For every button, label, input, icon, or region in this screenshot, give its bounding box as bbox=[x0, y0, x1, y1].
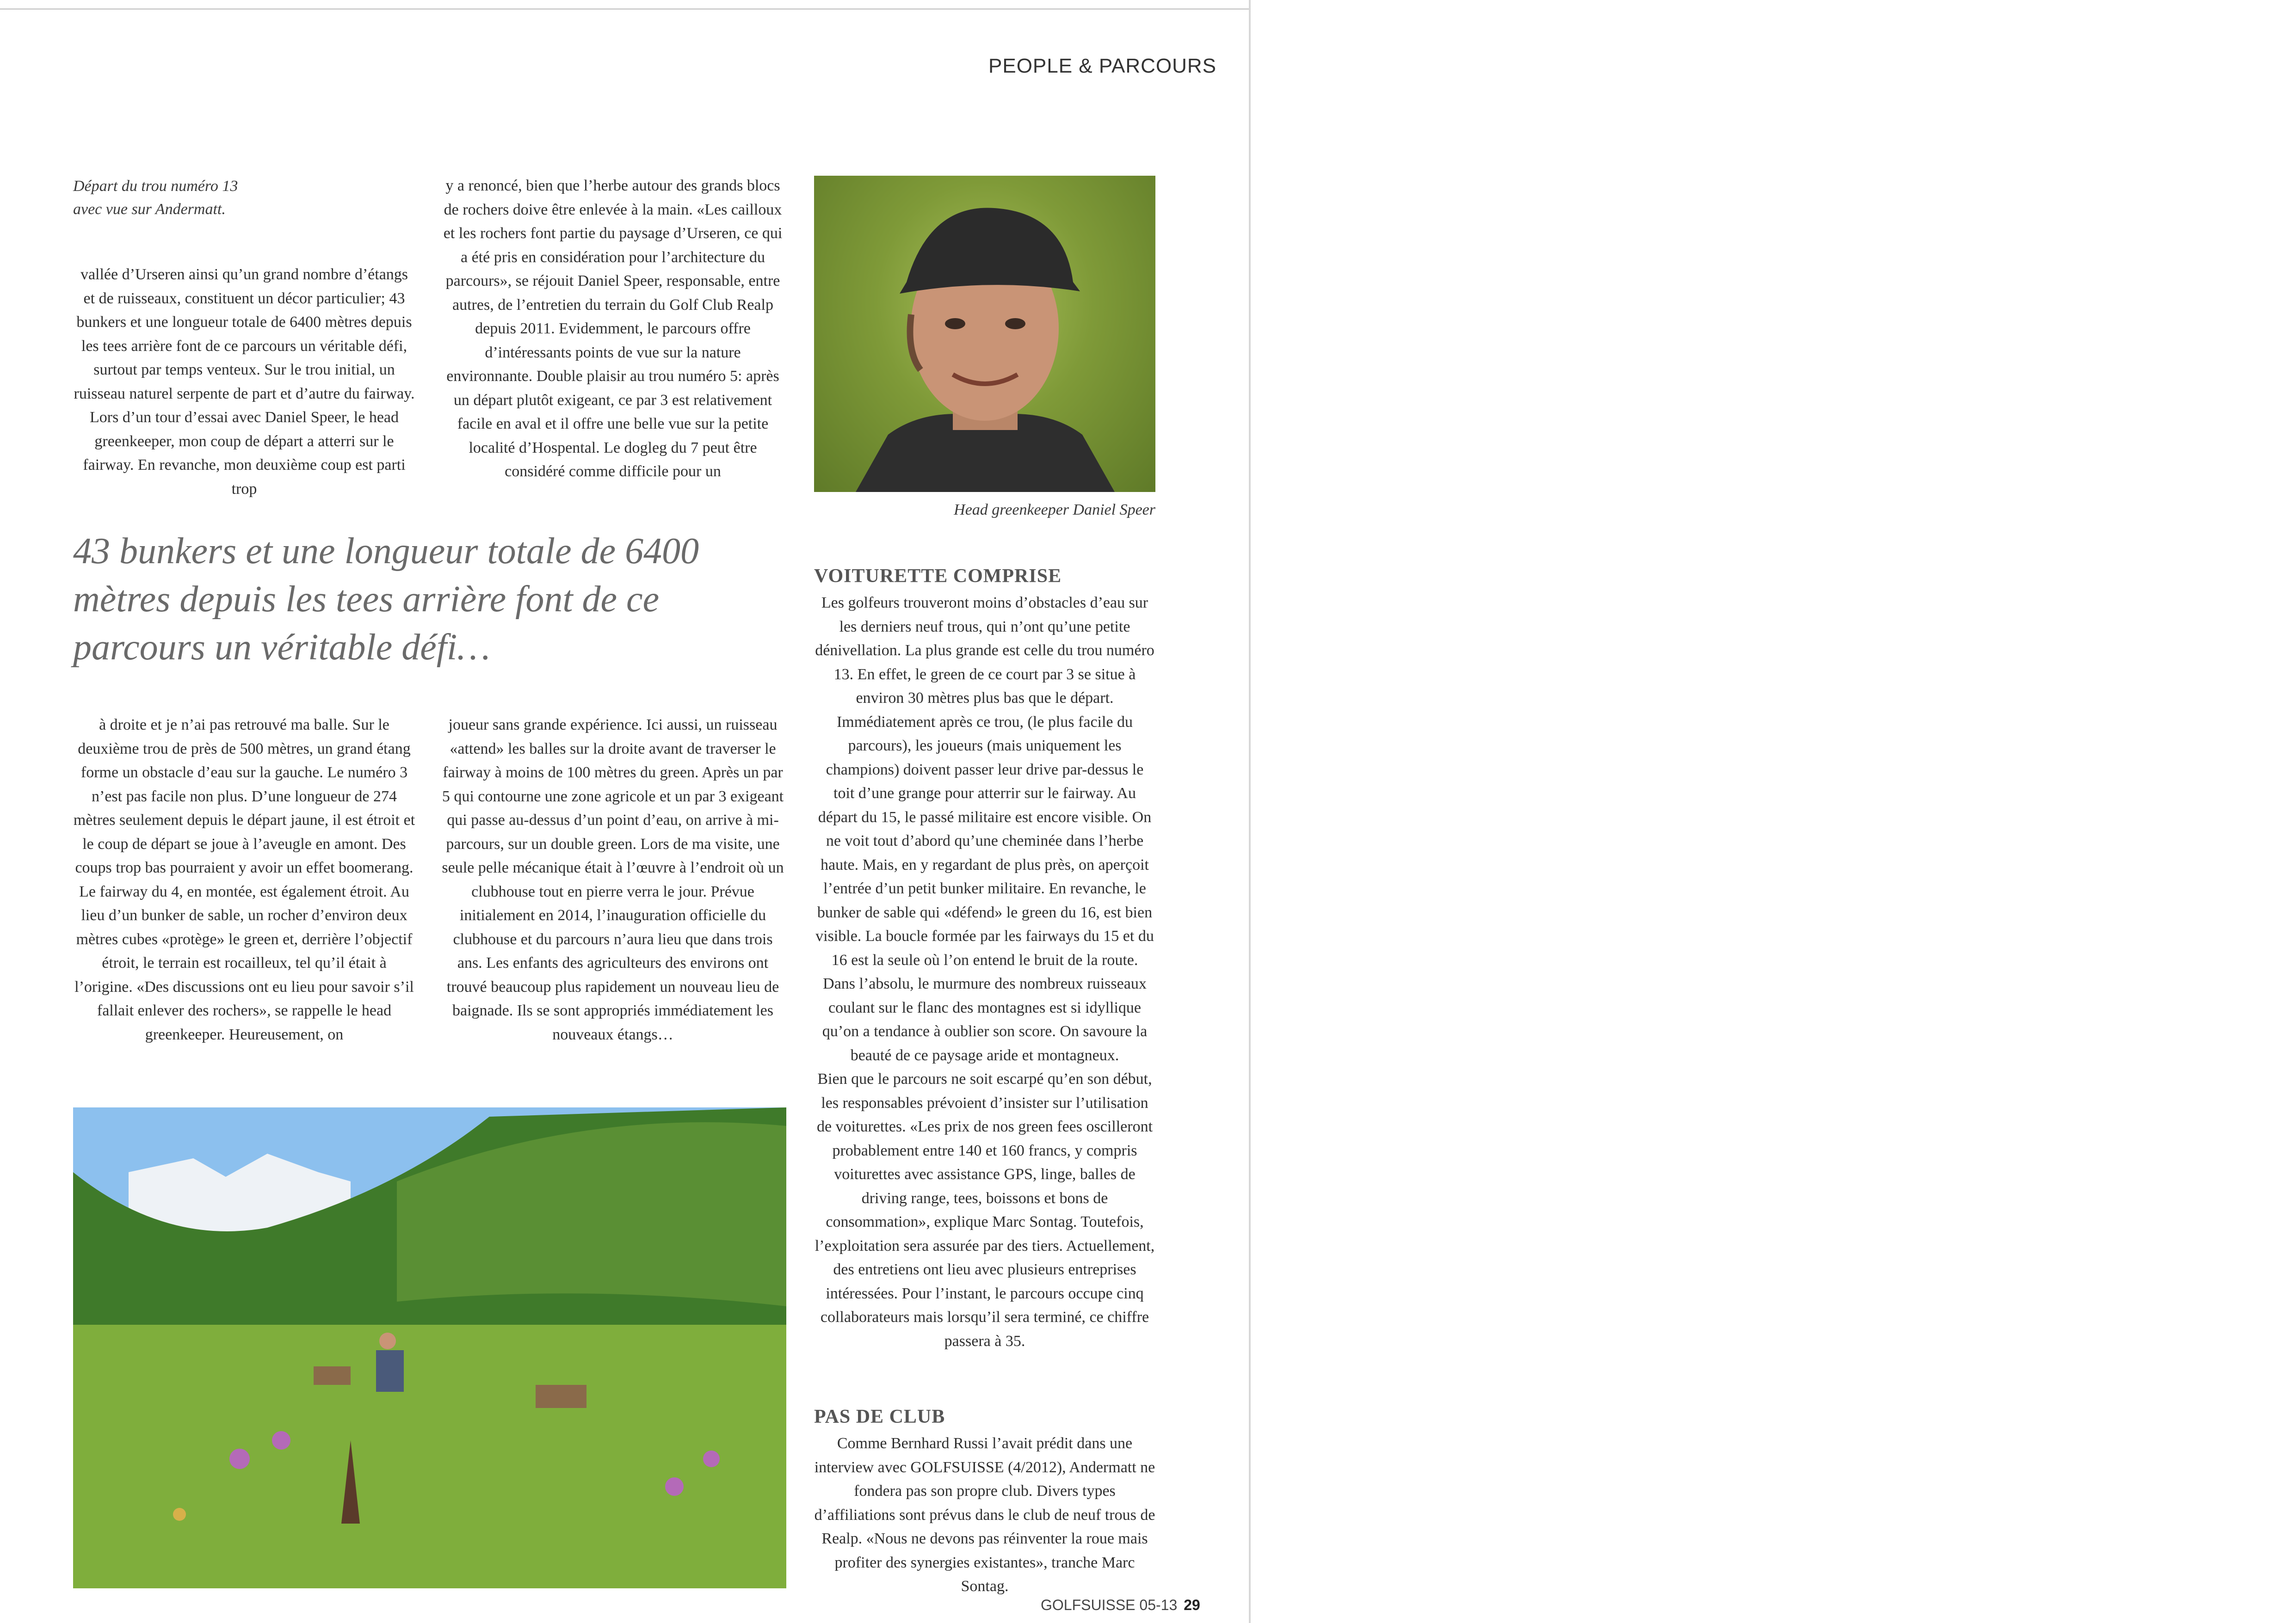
paragraph: Comme Bernhard Russi l’avait prédit dans une interview avec GOLFSUISSE (4/2012), Andermatt ne fondera pas son propre club. Divers types d’affiliations sont prévus dans le club de neuf trous de Realp. «Nous ne devons pas réinventer la roue mais profiter des synergies existantes», tranche Marc Sontag. bbox=[814, 1435, 1155, 1595]
pull-quote: 43 bunkers et une longueur totale de 6400 mètres depuis les tees arrière font de ce parcours un véritable défi… bbox=[73, 531, 699, 668]
eye-shape bbox=[1005, 318, 1025, 329]
section-title: PEOPLE & PARCOURS bbox=[988, 55, 1216, 77]
paragraph: joueur sans grande expérience. Ici aussi, un ruisseau «attend» les balles sur la droite avant de traverser le fairway à moins de 100 mètres du green. Après un par 5 qui contourne une zone agricole et un par 3 exigeant qui passe au-dessus d’un point d’eau, on arrive à mi-parcours, sur un double green. Lors de ma visite, une seule pelle mécanique était à l’œuvre à l’endroit où un clubhouse tout en pierre verra le jour. Prévue initialement en 2014, l’inauguration officielle du clubhouse et du parcours n’aura lieu que dans trois ans. Les enfants des agriculteurs des environs ont trouvé beaucoup plus rapidement un nouveau lieu de baignade. Ils se sont appropriés immédiatement les nouveaux étangs… bbox=[442, 716, 784, 1043]
page-number: 29 bbox=[1184, 1597, 1200, 1613]
paragraph: vallée d’Urseren ainsi qu’un grand nombre d’étangs et de ruisseaux, constituent un décor particulier; 43 bunkers et une longueur totale de 6400 mètres depuis les tees arrière font de ce parcours un véritable défi, surtout par temps venteux. Sur le trou initial, un ruisseau naturel serpente de part et d’autre du fairway. Lors d’un tour d’essai avec Daniel Speer, le head greenkeeper, mon coup de départ a atterri sur le fairway. En revanche, mon deuxième coup est parti trop bbox=[74, 266, 415, 498]
fairway-shape bbox=[73, 1325, 786, 1588]
paragraph: Les golfeurs trouveront moins d’obstacles d’eau sur les derniers neuf trous, qui n’ont qu’une petite dénivellation. La plus grande est celle du trou numéro 13. En effet, le green de ce court par 3 se situe à environ 30 mètres plus bas que le départ. Immédiatement après ce trou, (le plus facile du parcours), les joueurs (mais uniquement les champions) doivent passer leur drive par-dessus le toit d’une grange pour atterrir sur le fairway. Au départ du 15, le passé militaire est encore visible. On ne voit tout d’abord qu’une cheminée dans l’herbe haute. Mais, en y regardant de plus près, on aperçoit l’entrée d’un petit bunker militaire. En revanche, le bunker de sable qui «défend» le green du 16, est bien visible. La boucle formée par les fairways du 15 et du 16 est la seule où l’on entend le bruit de la route. Dans l’absolu, le murmure des nombreux ruisseaux coulant sur le flanc des montagnes est si idyllique qu’on a tendance à oublier son score. On savoure la beauté de ce paysage aride et montagneux. bbox=[815, 594, 1154, 1064]
golfer-body-shape bbox=[376, 1350, 404, 1392]
magazine-name: GOLFSUISSE 05-13 bbox=[1041, 1597, 1178, 1613]
page-footer bbox=[1041, 1597, 1200, 1614]
thistle-flower-shape bbox=[272, 1431, 290, 1450]
golf-ball-shape bbox=[173, 1508, 186, 1521]
portrait-illustration bbox=[814, 176, 1155, 492]
golf-course-photo bbox=[73, 1107, 786, 1588]
cap-shape bbox=[900, 208, 1080, 294]
golfer-head-shape bbox=[379, 1333, 396, 1349]
golf-landscape-illustration bbox=[73, 1107, 786, 1588]
paragraph: à droite et je n’ai pas retrouvé ma balle. Sur le deuxième trou de près de 500 mètres, un grand étang forme un obstacle d’eau sur la gauche. Le numéro 3 n’est pas facile non plus. D’une longueur de 274 mètres seulement depuis le départ jaune, il est étroit et le coup de départ se joue à l’aveugle en amont. Des coups trop bas pourraient y avoir un effet boomerang. Le fairway du 4, en montée, est également étroit. Au lieu d’un bunker de sable, un rocher d’environ deux mètres cubes «protège» le green et, derrière l’objectif étroit, le terrain est rocailleux, tel qu’il était à l’origine. «Des discussions ont eu lieu pour savoir s’il fallait enlever des rochers», se rappelle le head greenkeeper. Heureusement, on bbox=[73, 716, 415, 1043]
article-column-1-bottom bbox=[73, 713, 415, 1046]
empty-area bbox=[1251, 0, 2296, 1623]
heading-voiturette: VOITURETTE COMPRISE bbox=[814, 566, 1062, 587]
article-column-2-top bbox=[442, 174, 784, 484]
barn-shape bbox=[314, 1366, 351, 1385]
paragraph: Bien que le parcours ne soit escarpé qu’en son début, les responsables prévoient d’insister sur l’utilisation de voiturettes. «Les prix de nos green fees oscilleront probablement entre 140 et 160 francs, y compris voiturettes avec assistance GPS, linge, balles de driving range, tees, boissons et bons de consommation», explique Marc Sontag. Toutefois, l’exploitation sera assurée par des tiers. Actuellement, des entretiens ont lieu avec plusieurs entreprises intéressées. Pour l’instant, le parcours occupe cinq collaborateurs mais lorsqu’il sera terminé, ce chiffre passera à 35. bbox=[815, 1070, 1155, 1350]
article-column-3-end bbox=[814, 1432, 1155, 1598]
thistle-flower-shape bbox=[229, 1449, 250, 1469]
heading-pas-de-club: PAS DE CLUB bbox=[814, 1406, 945, 1427]
article-column-1-top bbox=[73, 263, 415, 501]
tee-photo-caption bbox=[73, 175, 360, 221]
paragraph: y a renoncé, bien que l’herbe autour des grands blocs de rochers doive être enlevée à la main. «Les cailloux et les rochers font partie du paysage d’Urseren, ce qui a été pris en considération pour l’architecture du parcours», se réjouit Daniel Speer, responsable, entre autres, de l’entretien du terrain du Golf Club Realp depuis 2011. Evidemment, le parcours offre d’intéressants points de vue sur la nature environnante. Double plaisir au trou numéro 5: après un départ plutôt exigeant, ce par 3 est relativement facile en aval et il offre une belle vue sur la petite localité d’Hospental. Le dogleg du 7 peut être considéré comme difficile pour un bbox=[443, 177, 783, 480]
article-column-3 bbox=[814, 591, 1155, 1353]
eye-shape bbox=[945, 318, 965, 329]
caption-line: avec vue sur Andermatt. bbox=[73, 201, 226, 218]
thistle-flower-shape bbox=[665, 1477, 684, 1496]
article-column-2-bottom bbox=[442, 713, 784, 1046]
caption-line: Départ du trou numéro 13 bbox=[73, 178, 238, 195]
portrait-caption: Head greenkeeper Daniel Speer bbox=[954, 501, 1155, 518]
thistle-flower-shape bbox=[703, 1451, 720, 1467]
top-border-line bbox=[0, 8, 1249, 10]
barn-shape bbox=[536, 1385, 586, 1408]
portrait-photo bbox=[814, 176, 1155, 492]
